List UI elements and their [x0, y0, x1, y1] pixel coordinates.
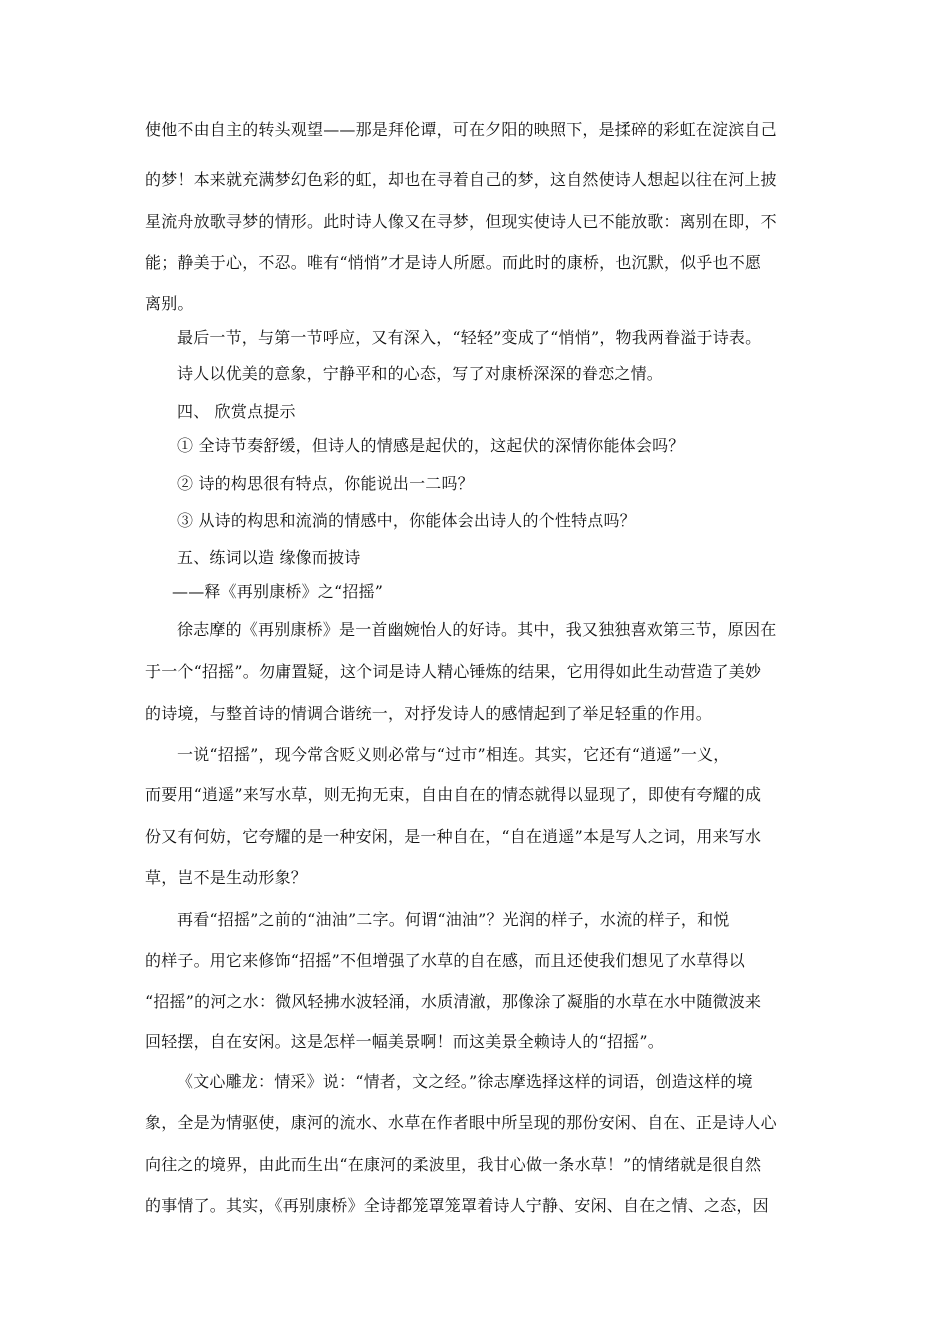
subtitle: ——释《再别康桥》之“招摇” [172, 582, 384, 601]
list-item: ② 诗的构思很有特点，你能说出一二吗？ [177, 474, 474, 493]
body-text-line: 星流舟放歌寻梦的情形。此时诗人像又在寻梦，但现实使诗人已不能放歌：离别在即，不 [145, 212, 777, 231]
body-text-line: 而要用“逍遥”来写水草，则无拘无束，自由自在的情态就得以显现了，即使有夸耀的成 [145, 785, 762, 804]
body-text-line: 的梦！本来就充满梦幻色彩的虹，却也在寻着自己的梦，这自然使诗人想起以往在河上披 [145, 170, 777, 189]
body-text-line: 回轻摆，自在安闲。这是怎样一幅美景啊！而这美景全赖诗人的“招摇”。 [145, 1032, 664, 1051]
body-text-line: 能；静美于心，不忍。唯有“悄悄”才是诗人所愿。而此时的康桥，也沉默，似乎也不愿 [145, 253, 762, 272]
list-item: ① 全诗节奏舒缓，但诗人的情感是起伏的，这起伏的深情你能体会吗？ [177, 436, 685, 455]
body-text-line: 徐志摩的《再别康桥》是一首幽婉怡人的好诗。其中，我又独独喜欢第三节，原因在 [177, 620, 777, 639]
section-heading: 五、练词以造 缘像而披诗 [177, 548, 361, 567]
list-item: ③ 从诗的构思和流淌的情感中，你能体会出诗人的个性特点吗？ [177, 511, 636, 530]
body-text-line: 向往之的境界，由此而生出“在康河的柔波里，我甘心做一条水草！”的情绪就是很自然 [145, 1155, 762, 1174]
body-text-line: 离别。 [145, 294, 194, 313]
body-text-line: 象，全是为情驱使，康河的流水、水草在作者眼中所呈现的那份安闲、自在、正是诗人心 [145, 1113, 777, 1132]
body-text-line: 的事情了。其实，《再别康桥》全诗都笼罩笼罩着诗人宁静、安闲、自在之情、之态，因 [145, 1196, 769, 1215]
body-text-line: 的诗境，与整首诗的情调合谐统一，对抒发诗人的感情起到了举足轻重的作用。 [145, 704, 713, 723]
body-text-line: 草，岂不是生动形象？ [145, 868, 308, 887]
body-text-line: 的样子。用它来修饰“招摇”不但增强了水草的自在感，而且还使我们想见了水草得以 [145, 951, 745, 970]
paragraph-line: 诗人以优美的意象，宁静平和的心态，写了对康桥深深的眷恋之情。 [177, 364, 664, 383]
body-text-line: “招摇”的河之水：微风轻拂水波轻涌，水质清澈，那像涂了凝脂的水草在水中随微波来 [145, 992, 762, 1011]
body-text-line: 使他不由自主的转头观望——那是拜伦谭，可在夕阳的映照下，是揉碎的彩虹在淀滨自己 [145, 120, 777, 139]
body-text-line: 一说“招摇”，现今常含贬义则必常与“过市”相连。其实，它还有“逍遥”一义， [177, 745, 730, 764]
body-text-line: 再看“招摇”之前的“油油”二字。何谓“油油”？光润的样子，水流的样子，和悦 [177, 910, 730, 929]
paragraph-line: 最后一节，与第一节呼应，又有深入，“轻轻”变成了“悄悄”，物我两眷溢于诗表。 [177, 328, 762, 347]
body-text-line: 于一个“招摇”。勿庸置疑，这个词是诗人精心锤炼的结果，它用得如此生动营造了美妙 [145, 662, 762, 681]
body-text-line: 份又有何妨，它夸耀的是一种安闲，是一种自在，“自在逍遥”本是写人之词，用来写水 [145, 827, 762, 846]
body-text-line: 《文心雕龙：情采》说：“情者，文之经。”徐志摩选择这样的词语，创造这样的境 [177, 1072, 753, 1091]
section-heading: 四、 欣赏点提示 [177, 402, 296, 421]
